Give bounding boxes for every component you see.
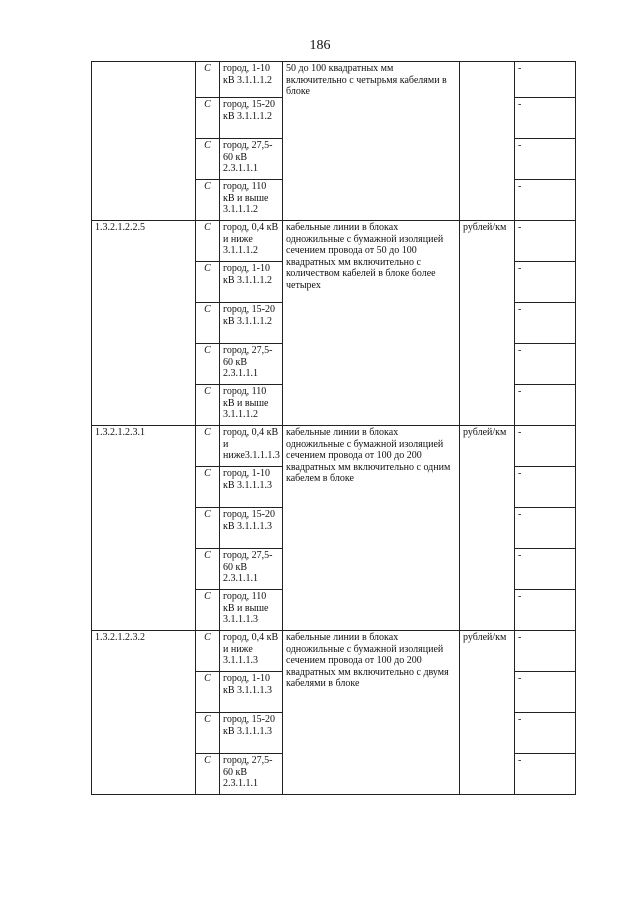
location-voltage-cell: город, 15-20 кВ 3.1.1.1.2	[220, 98, 283, 139]
value-cell: -	[515, 262, 576, 303]
category-cell: С	[196, 549, 220, 590]
location-voltage-cell: город, 110 кВ и выше 3.1.1.1.2	[220, 180, 283, 221]
location-voltage-cell: город, 27,5-60 кВ 2.3.1.1.1	[220, 344, 283, 385]
category-cell: С	[196, 98, 220, 139]
location-voltage-cell: город, 1-10 кВ 3.1.1.1.2	[220, 62, 283, 98]
unit-cell	[460, 62, 515, 221]
description-cell: кабельные линии в блоках одножильные с бумажной изоляцией сечением провода от 100 до 200 квадратных мм включительно с двумя кабелями в блоке	[283, 631, 460, 795]
value-cell: -	[515, 62, 576, 98]
category-cell: С	[196, 754, 220, 795]
location-voltage-cell: город, 0,4 кВ и ниже3.1.1.1.3	[220, 426, 283, 467]
value-cell: -	[515, 98, 576, 139]
value-cell: -	[515, 631, 576, 672]
item-code-cell: 1.3.2.1.2.3.1	[92, 426, 196, 631]
category-cell: С	[196, 344, 220, 385]
category-cell: С	[196, 262, 220, 303]
value-cell: -	[515, 221, 576, 262]
value-cell: -	[515, 385, 576, 426]
location-voltage-cell: город, 15-20 кВ 3.1.1.1.3	[220, 508, 283, 549]
location-voltage-cell: город, 27,5-60 кВ 2.3.1.1.1	[220, 754, 283, 795]
value-cell: -	[515, 467, 576, 508]
category-cell: С	[196, 467, 220, 508]
item-code-cell: 1.3.2.1.2.3.2	[92, 631, 196, 795]
category-cell: С	[196, 385, 220, 426]
category-cell: С	[196, 180, 220, 221]
category-cell: С	[196, 221, 220, 262]
description-cell: кабельные линии в блоках одножильные с бумажной изоляцией сечением провода от 100 до 200 квадратных мм включительно с одним кабелем в блоке	[283, 426, 460, 631]
location-voltage-cell: город, 15-20 кВ 3.1.1.1.2	[220, 303, 283, 344]
category-cell: С	[196, 672, 220, 713]
value-cell: -	[515, 180, 576, 221]
tariff-table	[91, 61, 576, 795]
value-cell: -	[515, 303, 576, 344]
value-cell: -	[515, 754, 576, 795]
location-voltage-cell: город, 0,4 кВ и ниже 3.1.1.1.2	[220, 221, 283, 262]
location-voltage-cell: город, 110 кВ и выше 3.1.1.1.2	[220, 385, 283, 426]
location-voltage-cell: город, 27,5-60 кВ 2.3.1.1.1	[220, 139, 283, 180]
location-voltage-cell: город, 1-10 кВ 3.1.1.1.3	[220, 467, 283, 508]
value-cell: -	[515, 549, 576, 590]
value-cell: -	[515, 508, 576, 549]
category-cell: С	[196, 426, 220, 467]
category-cell: С	[196, 62, 220, 98]
unit-cell: рублей/км	[460, 631, 515, 795]
item-code-cell	[92, 62, 196, 221]
value-cell: -	[515, 426, 576, 467]
value-cell: -	[515, 713, 576, 754]
location-voltage-cell: город, 15-20 кВ 3.1.1.1.3	[220, 713, 283, 754]
category-cell: С	[196, 508, 220, 549]
page-number: 186	[309, 38, 331, 53]
table-row	[92, 62, 576, 98]
table-row	[92, 426, 576, 467]
unit-cell: рублей/км	[460, 221, 515, 426]
category-cell: С	[196, 303, 220, 344]
value-cell: -	[515, 672, 576, 713]
table-row	[92, 221, 576, 262]
location-voltage-cell: город, 1-10 кВ 3.1.1.1.3	[220, 672, 283, 713]
value-cell: -	[515, 344, 576, 385]
location-voltage-cell: город, 110 кВ и выше 3.1.1.1.3	[220, 590, 283, 631]
location-voltage-cell: город, 1-10 кВ 3.1.1.1.2	[220, 262, 283, 303]
value-cell: -	[515, 590, 576, 631]
category-cell: С	[196, 713, 220, 754]
location-voltage-cell: город, 0,4 кВ и ниже 3.1.1.1.3	[220, 631, 283, 672]
unit-cell: рублей/км	[460, 426, 515, 631]
table-row	[92, 631, 576, 672]
description-cell: 50 до 100 квадратных мм включительно с четырьмя кабелями в блоке	[283, 62, 460, 221]
description-cell: кабельные линии в блоках одножильные с бумажной изоляцией сечением провода от 50 до 100 квадратных мм включительно с количеством кабелей в блоке более четырех	[283, 221, 460, 426]
item-code-cell: 1.3.2.1.2.2.5	[92, 221, 196, 426]
category-cell: С	[196, 590, 220, 631]
category-cell: С	[196, 139, 220, 180]
category-cell: С	[196, 631, 220, 672]
value-cell: -	[515, 139, 576, 180]
location-voltage-cell: город, 27,5-60 кВ 2.3.1.1.1	[220, 549, 283, 590]
tariff-table-body	[92, 62, 576, 795]
